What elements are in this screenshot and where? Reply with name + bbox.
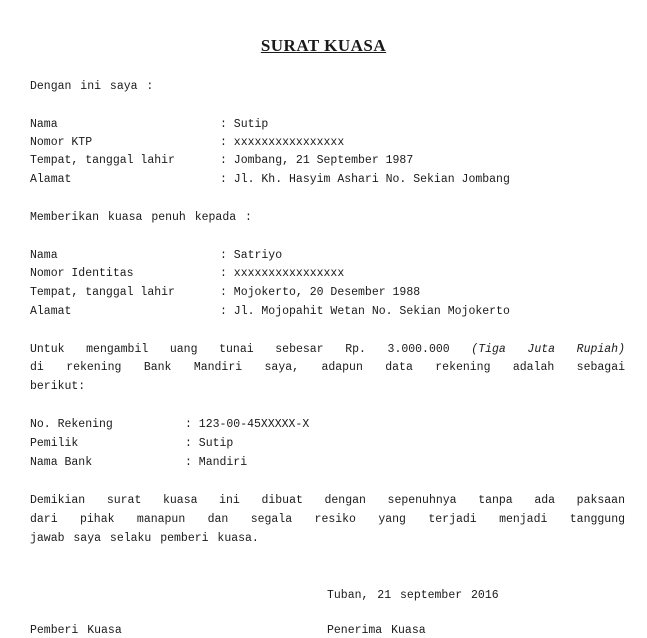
purpose-line-3: berikut: [30,380,86,393]
purpose-amount-text: Untuk mengambil uang tunai sebesar Rp. 3.000.000 [30,343,450,356]
grantor-address-row [30,173,510,187]
field-value: : xxxxxxxxxxxxxxxx [220,267,345,280]
grantor-birth-row [30,154,414,168]
middle-text: Memberikan kuasa penuh kepada : [30,211,252,224]
field-label: Nomor Identitas [30,267,134,280]
intro-text: Dengan ini saya : [30,80,154,93]
field-value: : Mojokerto, 20 Desember 1988 [220,286,421,299]
purpose-amount-words: (Tiga Juta Rupiah) [471,343,625,356]
field-label: Nomor KTP [30,136,93,149]
account-bank-row [30,456,248,470]
field-label: Pemilik [30,437,79,450]
page-title: SURAT KUASA [260,36,387,55]
field-label: No. Rekening [30,418,113,431]
field-value: : Jl. Kh. Hasyim Ashari No. Sekian Jombang [220,173,510,186]
field-value: : 123-00-45XXXXX-X [185,418,310,431]
grantor-id-row [30,136,345,150]
field-value: : Sutip [220,118,269,131]
closing-line-2: dari pihak manapun dan segala resiko yang terjadi menjadi tanggung [30,513,625,526]
field-label: Nama [30,249,58,262]
field-value: : Mandiri [185,456,248,469]
field-value: : Sutip [185,437,234,450]
account-number-row [30,418,310,432]
field-value: : Jombang, 21 September 1987 [220,154,414,167]
purpose-line-2: di rekening Bank Mandiri saya, adapun data rekening adalah sebagai [30,361,625,374]
field-label: Tempat, tanggal lahir [30,286,175,299]
grantee-birth-row [30,286,421,300]
grantee-id-row [30,267,345,281]
field-label: Nama Bank [30,456,93,469]
field-value: : xxxxxxxxxxxxxxxx [220,136,345,149]
account-owner-row [30,437,234,451]
field-label: Tempat, tanggal lahir [30,154,175,167]
field-label: Alamat [30,305,72,318]
purpose-line-1 [30,343,625,357]
place-date: Tuban, 21 september 2016 [327,589,499,602]
closing-line-1: Demikian surat kuasa ini dibuat dengan sepenuhnya tanpa ada paksaan [30,494,625,507]
signature-left-label: Pemberi Kuasa [30,624,122,637]
closing-line-3: jawab saya selaku pemberi kuasa. [30,532,259,545]
field-value: : Jl. Mojopahit Wetan No. Sekian Mojokerto [220,305,510,318]
field-label: Alamat [30,173,72,186]
signature-right-label: Penerima Kuasa [327,624,426,637]
grantor-name-row [30,118,269,132]
field-value: : Satriyo [220,249,283,262]
grantee-name-row [30,249,283,263]
grantee-address-row [30,305,510,319]
field-label: Nama [30,118,58,131]
